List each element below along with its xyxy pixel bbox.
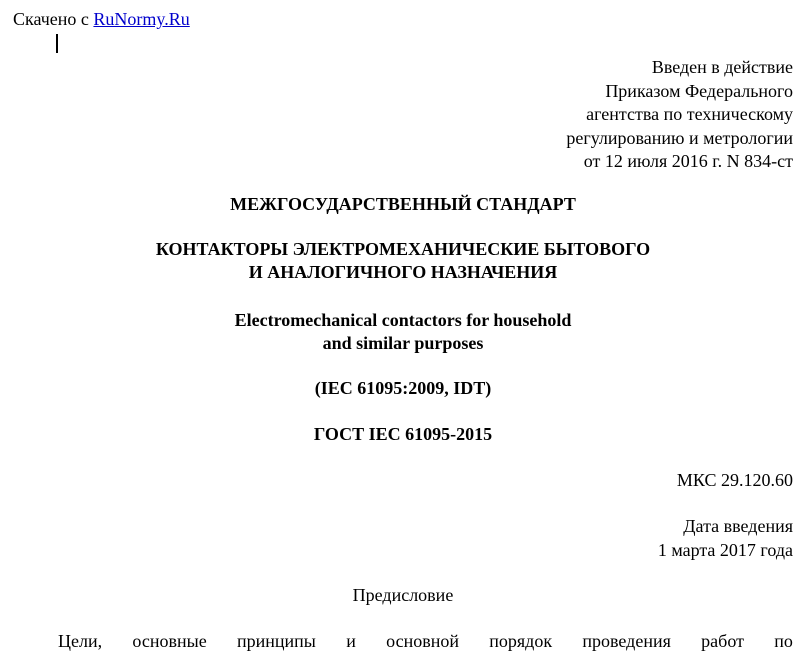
mks-code: МКС 29.120.60: [676, 470, 793, 490]
body-word: по: [774, 631, 793, 651]
body-word: Цели,: [58, 631, 103, 651]
preface-heading: Предисловие: [352, 585, 454, 605]
standard-type-heading: [0, 193, 799, 216]
body-word: основной: [386, 631, 459, 651]
effective-date: [658, 515, 793, 562]
enactment-line: регулированию и метрологии: [566, 127, 793, 148]
enactment-line: агентства по техническому: [586, 104, 793, 124]
title-ru-line: КОНТАКТОРЫ ЭЛЕКТРОМЕХАНИЧЕСКИЕ БЫТОВОГО: [155, 239, 651, 259]
source-link[interactable]: RuNormy.Ru: [93, 9, 190, 29]
standard-title-en: [0, 309, 799, 355]
standard-type-text: МЕЖГОСУДАРСТВЕННЫЙ СТАНДАРТ: [230, 194, 576, 214]
enactment-line: Введен в действие: [651, 57, 793, 77]
text-cursor: [56, 34, 58, 53]
iec-reference: [0, 377, 799, 400]
title-en-line: and similar purposes: [322, 333, 484, 353]
effective-date-value: 1 марта 2017 года: [657, 539, 793, 560]
effective-date-label: Дата введения: [683, 516, 793, 536]
iec-reference-text: (IEC 61095:2009, IDT): [314, 378, 492, 398]
standard-title-ru: [0, 238, 799, 284]
gost-designation: [0, 423, 799, 446]
body-word: принципы: [237, 631, 316, 651]
body-word: проведения: [582, 631, 671, 651]
enactment-line: Приказом Федерального: [605, 80, 793, 101]
body-word: работ: [701, 631, 744, 651]
enactment-note: [566, 56, 793, 174]
title-en-line: Electromechanical contactors for household: [234, 310, 572, 330]
gost-designation-text: ГОСТ IEC 61095-2015: [313, 424, 493, 444]
source-prefix: Скачено с: [13, 9, 89, 29]
title-ru-line: И АНАЛОГИЧНОГО НАЗНАЧЕНИЯ: [248, 262, 558, 282]
enactment-line: от 12 июля 2016 г. N 834-ст: [583, 151, 793, 171]
body-word: порядок: [489, 631, 553, 651]
body-word: основные: [132, 631, 207, 651]
body-word: и: [346, 631, 356, 651]
source-line: [13, 8, 190, 30]
